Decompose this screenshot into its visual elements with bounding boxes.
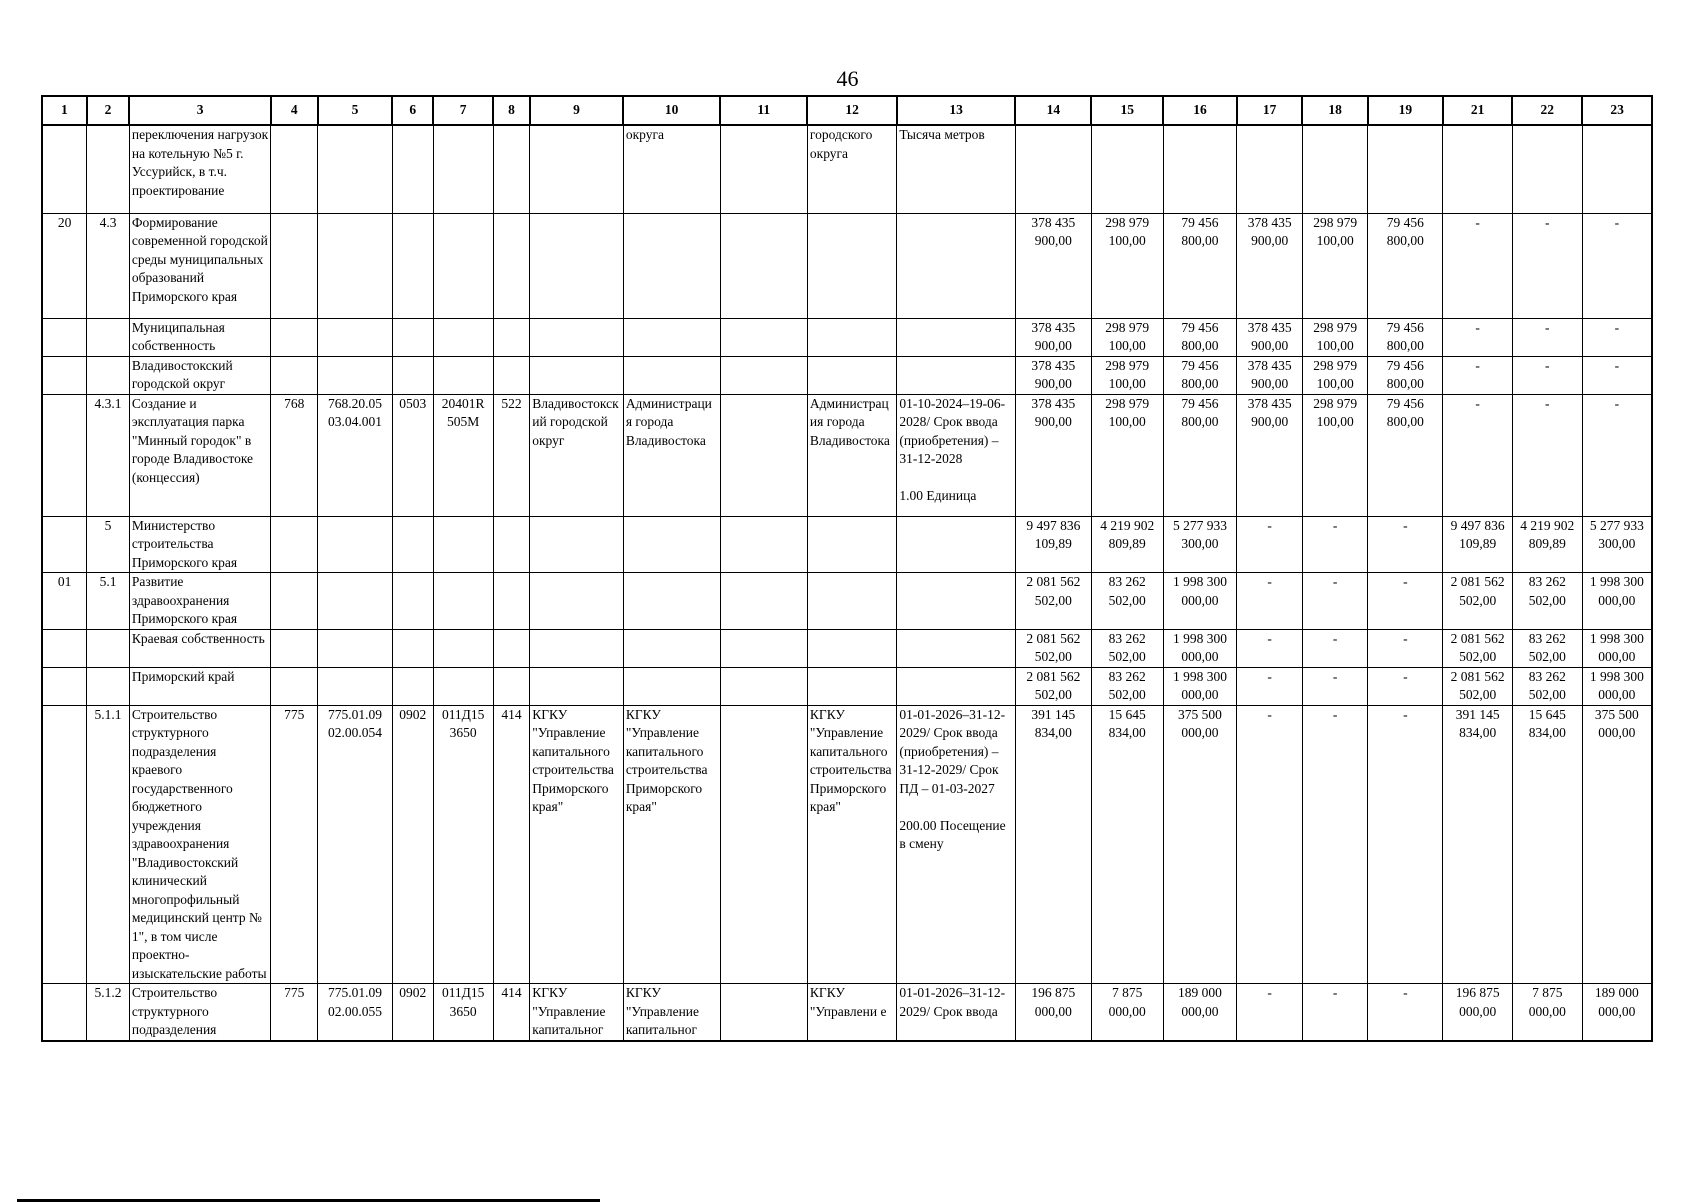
column-header: 17 [1237, 96, 1303, 125]
column-header: 2 [87, 96, 130, 125]
table-cell [807, 516, 896, 573]
table-cell [623, 356, 720, 394]
table-cell: Формирование современной городской среды муниципальных образований Приморского края [129, 213, 270, 318]
table-body [42, 125, 1652, 1041]
table-cell [392, 125, 433, 213]
column-header: 15 [1091, 96, 1163, 125]
column-header: 19 [1368, 96, 1443, 125]
table-cell [720, 984, 807, 1041]
table-cell: 378 435 900,00 [1237, 394, 1303, 516]
table-cell: - [1368, 705, 1443, 984]
table-cell: 4.3.1 [87, 394, 130, 516]
table-cell: - [1443, 213, 1513, 318]
table-cell [271, 516, 318, 573]
table-cell [271, 356, 318, 394]
table-cell [318, 667, 393, 705]
table-cell [807, 573, 896, 630]
table-cell [1443, 125, 1513, 213]
table-cell [271, 213, 318, 318]
table-cell [433, 573, 493, 630]
table-cell: 9 497 836 109,89 [1443, 516, 1513, 573]
table-cell: 79 456 800,00 [1163, 394, 1237, 516]
table-cell: 83 262 502,00 [1512, 629, 1582, 667]
table-cell [42, 705, 87, 984]
table-cell [530, 667, 624, 705]
table-cell: 01-10-2024–19-06-2028/ Срок ввода (приобретения) – 31-12-2028 1.00 Единица [897, 394, 1016, 516]
table-cell [530, 125, 624, 213]
table-cell: - [1302, 984, 1368, 1041]
table-cell: 775 [271, 705, 318, 984]
table-cell [493, 213, 529, 318]
table-cell: Строительство структурного подразделения краевого государственного бюджетного учреждения здравоохранения "Владивостокский клинический многопрофильный медицинский центр № 1", в том числе проектно-изыскательские работы [129, 705, 270, 984]
table-cell: 298 979 100,00 [1091, 394, 1163, 516]
table-cell: 4 219 902 809,89 [1512, 516, 1582, 573]
column-header: 5 [318, 96, 393, 125]
table-cell [493, 573, 529, 630]
table-cell: 391 145 834,00 [1015, 705, 1091, 984]
table-cell: 83 262 502,00 [1091, 629, 1163, 667]
table-cell: 298 979 100,00 [1302, 394, 1368, 516]
column-header: 1 [42, 96, 87, 125]
table-cell [42, 394, 87, 516]
table-cell [433, 667, 493, 705]
table-cell: 15 645 834,00 [1512, 705, 1582, 984]
table-cell: - [1512, 394, 1582, 516]
table-cell: Администрация города Владивостока [807, 394, 896, 516]
column-header: 10 [623, 96, 720, 125]
table-cell [720, 705, 807, 984]
table-cell: Развитие здравоохранения Приморского края [129, 573, 270, 630]
table-cell: 011Д15 3650 [433, 984, 493, 1041]
table-cell: 01-01-2026–31-12-2029/ Срок ввода (приобретения) – 31-12-2029/ Срок ПД – 01-03-2027 200.00 Посещение в смену [897, 705, 1016, 984]
table-cell: Приморский край [129, 667, 270, 705]
table-cell [433, 356, 493, 394]
table-row [42, 516, 1652, 573]
column-header: 23 [1582, 96, 1652, 125]
table-cell [392, 318, 433, 356]
table-cell: 83 262 502,00 [1512, 573, 1582, 630]
table-cell [493, 356, 529, 394]
table-cell: 378 435 900,00 [1015, 213, 1091, 318]
table-cell [87, 667, 130, 705]
table-cell [720, 573, 807, 630]
table-cell: Владивостокский городской округ [530, 394, 624, 516]
table-cell: 79 456 800,00 [1368, 318, 1443, 356]
table-cell [271, 667, 318, 705]
table-cell [493, 318, 529, 356]
page-number: 46 [836, 66, 859, 91]
table-row [42, 125, 1652, 213]
table-cell: Краевая собственность [129, 629, 270, 667]
table-cell: - [1368, 629, 1443, 667]
table-cell: 189 000 000,00 [1163, 984, 1237, 1041]
table-cell: 522 [493, 394, 529, 516]
table-cell: городского округа [807, 125, 896, 213]
table-cell: 01-01-2026–31-12-2029/ Срок ввода [897, 984, 1016, 1041]
table-cell: - [1368, 573, 1443, 630]
table-row [42, 705, 1652, 984]
column-header: 8 [493, 96, 529, 125]
table-cell [318, 629, 393, 667]
table-cell: 2 081 562 502,00 [1015, 573, 1091, 630]
table-cell [493, 125, 529, 213]
table-cell: 378 435 900,00 [1015, 356, 1091, 394]
table-cell: - [1443, 394, 1513, 516]
table-cell [1512, 125, 1582, 213]
table-cell: 1 998 300 000,00 [1163, 629, 1237, 667]
table-cell [1302, 125, 1368, 213]
table-cell [623, 573, 720, 630]
table-cell: - [1302, 667, 1368, 705]
table-cell: - [1237, 984, 1303, 1041]
table-cell: 775.01.09 02.00.055 [318, 984, 393, 1041]
table-cell [530, 213, 624, 318]
table-cell: 375 500 000,00 [1163, 705, 1237, 984]
table-cell: 196 875 000,00 [1015, 984, 1091, 1041]
table-cell [720, 516, 807, 573]
table-cell: 1 998 300 000,00 [1582, 629, 1652, 667]
table-cell: - [1582, 318, 1652, 356]
table-cell: 391 145 834,00 [1443, 705, 1513, 984]
table-cell: КГКУ "Управление капитального строительства Приморского края" [623, 705, 720, 984]
column-header: 13 [897, 96, 1016, 125]
table-cell: 375 500 000,00 [1582, 705, 1652, 984]
table-row [42, 629, 1652, 667]
column-header: 18 [1302, 96, 1368, 125]
table-cell: 414 [493, 984, 529, 1041]
table-cell: 298 979 100,00 [1302, 213, 1368, 318]
table-cell [42, 629, 87, 667]
table-cell: 79 456 800,00 [1163, 356, 1237, 394]
table-cell: 83 262 502,00 [1091, 667, 1163, 705]
table-cell: Создание и эксплуатация парка "Минный городок" в городе Владивостоке (концессия) [129, 394, 270, 516]
table-cell [530, 573, 624, 630]
table-cell: 768 [271, 394, 318, 516]
table-cell: 298 979 100,00 [1091, 356, 1163, 394]
table-cell [87, 125, 130, 213]
table-cell: 378 435 900,00 [1015, 318, 1091, 356]
table-cell: 768.20.05 03.04.001 [318, 394, 393, 516]
table-cell: 79 456 800,00 [1368, 213, 1443, 318]
table-cell: 2 081 562 502,00 [1443, 629, 1513, 667]
table-cell [493, 667, 529, 705]
table-cell: 378 435 900,00 [1015, 394, 1091, 516]
column-header: 4 [271, 96, 318, 125]
table-cell: 79 456 800,00 [1163, 318, 1237, 356]
table-cell [87, 318, 130, 356]
table-cell: Строительство структурного подразделения [129, 984, 270, 1041]
column-header: 14 [1015, 96, 1091, 125]
table-cell: 298 979 100,00 [1091, 318, 1163, 356]
table-row [42, 356, 1652, 394]
table-row [42, 213, 1652, 318]
table-cell [897, 356, 1016, 394]
table-cell: 775.01.09 02.00.054 [318, 705, 393, 984]
table-cell: 20401R 505M [433, 394, 493, 516]
table-cell [318, 213, 393, 318]
column-header: 3 [129, 96, 270, 125]
table-cell [897, 667, 1016, 705]
table-cell: - [1237, 705, 1303, 984]
table-cell [720, 213, 807, 318]
table-cell: 01 [42, 573, 87, 630]
table-cell [318, 516, 393, 573]
table-cell [623, 667, 720, 705]
table-cell: 83 262 502,00 [1512, 667, 1582, 705]
table-cell [493, 629, 529, 667]
table-cell [897, 318, 1016, 356]
table-cell [807, 667, 896, 705]
table-cell: - [1582, 356, 1652, 394]
table-cell: - [1512, 213, 1582, 318]
table-cell: 196 875 000,00 [1443, 984, 1513, 1041]
table-cell [42, 667, 87, 705]
table-cell: 5 [87, 516, 130, 573]
column-header: 12 [807, 96, 896, 125]
table-cell: 5 277 933 300,00 [1163, 516, 1237, 573]
table-cell: 5.1.2 [87, 984, 130, 1041]
table-cell: - [1582, 394, 1652, 516]
table-cell [530, 356, 624, 394]
table-cell [623, 629, 720, 667]
table-cell: - [1237, 629, 1303, 667]
table-cell [87, 629, 130, 667]
column-header: 7 [433, 96, 493, 125]
table-cell [318, 573, 393, 630]
table-cell: 4 219 902 809,89 [1091, 516, 1163, 573]
table-cell: Муниципальная собственность [129, 318, 270, 356]
table-cell: 20 [42, 213, 87, 318]
table-cell [1368, 125, 1443, 213]
table-cell: 0503 [392, 394, 433, 516]
table-cell: Министерство строительства Приморского края [129, 516, 270, 573]
table-cell: - [1237, 516, 1303, 573]
column-header: 21 [1443, 96, 1513, 125]
table-cell: 298 979 100,00 [1302, 318, 1368, 356]
table-cell [897, 213, 1016, 318]
table-cell [392, 629, 433, 667]
table-cell [1091, 125, 1163, 213]
table-cell [42, 125, 87, 213]
table-cell: - [1582, 213, 1652, 318]
table-cell [87, 356, 130, 394]
table-cell [623, 516, 720, 573]
table-cell: 5.1.1 [87, 705, 130, 984]
table-cell: 4.3 [87, 213, 130, 318]
table-cell: - [1302, 573, 1368, 630]
table-cell: КГКУ "Управление капитальног [623, 984, 720, 1041]
table-cell [897, 516, 1016, 573]
table-cell [433, 213, 493, 318]
table-cell [720, 667, 807, 705]
table-header [42, 96, 1652, 125]
table-cell [807, 356, 896, 394]
table-cell [42, 356, 87, 394]
table-cell [807, 213, 896, 318]
table-cell: 298 979 100,00 [1091, 213, 1163, 318]
table-cell: 2 081 562 502,00 [1015, 667, 1091, 705]
table-cell: КГКУ "Управление капитального строительства Приморского края" [807, 705, 896, 984]
table-cell: 79 456 800,00 [1368, 356, 1443, 394]
table-cell [493, 516, 529, 573]
table-cell: - [1512, 318, 1582, 356]
table-row [42, 573, 1652, 630]
table-cell [392, 573, 433, 630]
table-cell: 2 081 562 502,00 [1015, 629, 1091, 667]
table-cell [623, 213, 720, 318]
table-cell: 011Д15 3650 [433, 705, 493, 984]
table-cell: - [1443, 318, 1513, 356]
table-cell: 15 645 834,00 [1091, 705, 1163, 984]
table-cell: 5 277 933 300,00 [1582, 516, 1652, 573]
table-cell [807, 318, 896, 356]
table-cell: - [1512, 356, 1582, 394]
table-cell [433, 125, 493, 213]
column-header: 6 [392, 96, 433, 125]
column-header: 9 [530, 96, 624, 125]
table-cell [42, 984, 87, 1041]
table-cell [433, 516, 493, 573]
table-cell: КГКУ "Управление капитального строительства Приморского края" [530, 705, 624, 984]
table-cell [1015, 125, 1091, 213]
table-cell: Администрация города Владивостока [623, 394, 720, 516]
table-cell [318, 125, 393, 213]
table-cell [897, 629, 1016, 667]
table-cell: КГКУ "Управлени е [807, 984, 896, 1041]
table-cell [720, 629, 807, 667]
table-cell: 378 435 900,00 [1237, 356, 1303, 394]
table-cell [392, 213, 433, 318]
table-row [42, 394, 1652, 516]
table-cell: - [1302, 705, 1368, 984]
column-header: 22 [1512, 96, 1582, 125]
table-cell: 378 435 900,00 [1237, 318, 1303, 356]
table-cell: Владивостокский городской округ [129, 356, 270, 394]
table-cell: 5.1 [87, 573, 130, 630]
table-cell [318, 356, 393, 394]
table-cell [392, 356, 433, 394]
table-cell [392, 516, 433, 573]
table-cell: 9 497 836 109,89 [1015, 516, 1091, 573]
table-cell: Тысяча метров [897, 125, 1016, 213]
table-cell: 79 456 800,00 [1368, 394, 1443, 516]
table-cell [433, 629, 493, 667]
table-cell: 1 998 300 000,00 [1582, 667, 1652, 705]
table-cell: округа [623, 125, 720, 213]
table-cell [271, 573, 318, 630]
table-cell: 1 998 300 000,00 [1163, 573, 1237, 630]
table-cell: КГКУ "Управление капитальног [530, 984, 624, 1041]
table-cell: 1 998 300 000,00 [1163, 667, 1237, 705]
table-cell: 83 262 502,00 [1091, 573, 1163, 630]
table-cell [318, 318, 393, 356]
table-cell [42, 318, 87, 356]
table-cell [720, 125, 807, 213]
table-cell: 414 [493, 705, 529, 984]
table-cell: - [1302, 629, 1368, 667]
budget-table [41, 95, 1653, 1042]
table-cell [1582, 125, 1652, 213]
table-cell [392, 667, 433, 705]
table-cell: 775 [271, 984, 318, 1041]
table-cell [530, 318, 624, 356]
table-row [42, 984, 1652, 1041]
table-cell [897, 573, 1016, 630]
table-cell: - [1443, 356, 1513, 394]
table-cell [1163, 125, 1237, 213]
table-cell: - [1237, 667, 1303, 705]
table-cell [42, 516, 87, 573]
table-cell [807, 629, 896, 667]
table-cell [1237, 125, 1303, 213]
table-cell [623, 318, 720, 356]
table-cell [271, 125, 318, 213]
table-row [42, 667, 1652, 705]
table-cell: 2 081 562 502,00 [1443, 667, 1513, 705]
table-cell: - [1237, 573, 1303, 630]
table-row [42, 318, 1652, 356]
table-cell [720, 394, 807, 516]
table-cell [271, 318, 318, 356]
table-cell: 298 979 100,00 [1302, 356, 1368, 394]
table-cell: - [1302, 516, 1368, 573]
table-cell: 0902 [392, 984, 433, 1041]
table-cell [271, 629, 318, 667]
table-cell: переключения нагрузок на котельную №5 г. Уссурийск, в т.ч. проектирование [129, 125, 270, 213]
table-cell: 79 456 800,00 [1163, 213, 1237, 318]
table-cell: - [1368, 667, 1443, 705]
table-cell [720, 356, 807, 394]
table-cell: - [1368, 984, 1443, 1041]
table-cell [530, 629, 624, 667]
table-cell: 0902 [392, 705, 433, 984]
table-cell: 2 081 562 502,00 [1443, 573, 1513, 630]
table-cell [720, 318, 807, 356]
table-cell [433, 318, 493, 356]
column-header: 11 [720, 96, 807, 125]
table-cell [530, 516, 624, 573]
table-cell: 378 435 900,00 [1237, 213, 1303, 318]
table-cell: 1 998 300 000,00 [1582, 573, 1652, 630]
column-header: 16 [1163, 96, 1237, 125]
table-cell: - [1368, 516, 1443, 573]
table-cell: 189 000 000,00 [1582, 984, 1652, 1041]
table-cell: 7 875 000,00 [1512, 984, 1582, 1041]
table-cell: 7 875 000,00 [1091, 984, 1163, 1041]
